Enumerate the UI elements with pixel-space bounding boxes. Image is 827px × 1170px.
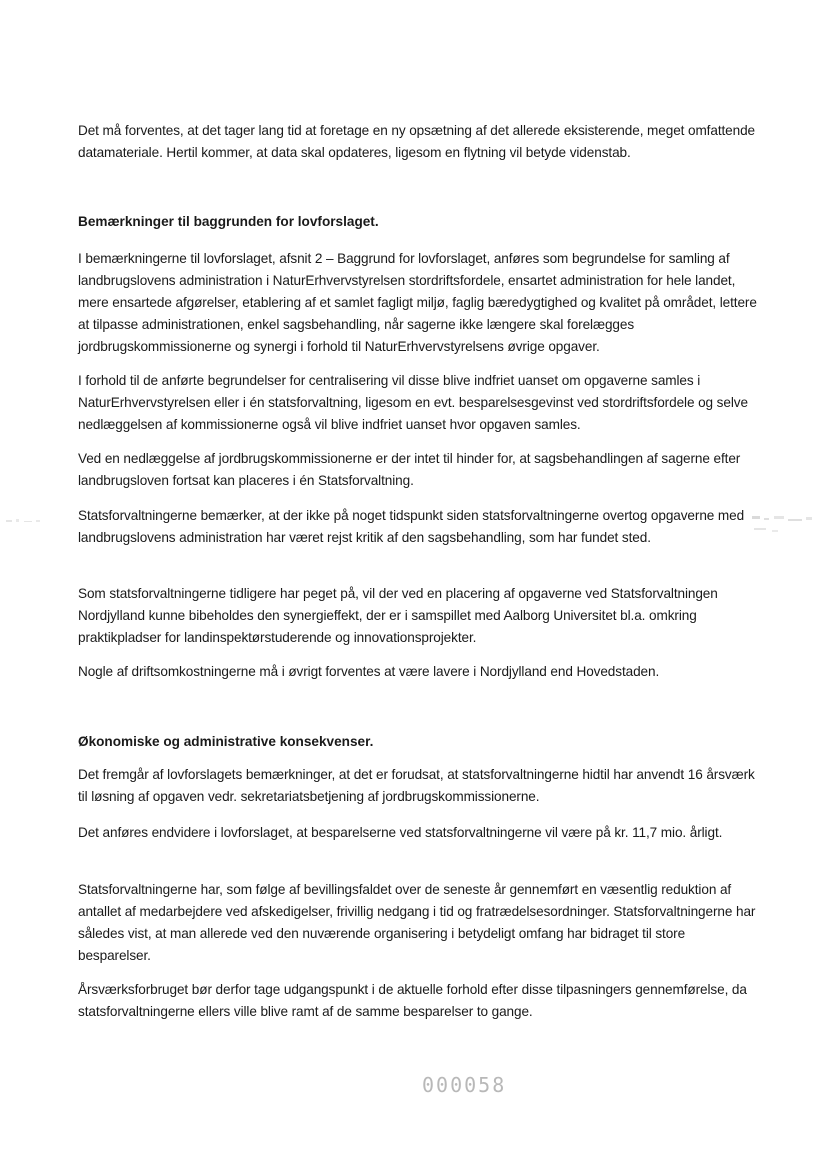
paragraph-aarsvaerksforbrug: Årsværksforbruget bør derfor tage udgangspunkt i de aktuelle forhold efter disse tilpasningers gennemførelse, da statsforvaltningerne ellers ville blive ramt af de samme besparelser to gange. <box>78 982 747 1019</box>
scan-artifact-right <box>748 510 818 540</box>
paragraph-besparelser: Det anføres endvidere i lovforslaget, at besparelserne ved statsforvaltningerne vil være på kr. 11,7 mio. årligt. <box>78 825 723 840</box>
heading-baggrund: Bemærkninger til baggrunden for lovforslaget. <box>78 214 379 229</box>
heading-konsekvenser: Økonomiske og administrative konsekvenser. <box>78 734 374 749</box>
paragraph-aarsvaerk: Det fremgår af lovforslagets bemærkninger, at det er forudsat, at statsforvaltningerne hidtil har anvendt 16 årsværk til løsning af opgaven vedr. sekretariatsbetjening af jordbrugskommissionerne. <box>78 767 755 804</box>
page-number-stamp: 000058 <box>422 1073 507 1097</box>
paragraph-bemaerkninger: I bemærkningerne til lovforslaget, afsnit 2 – Baggrund for lovforslaget, anføres som begrundelse for samling af landbrugslovens administration i NaturErhvervstyrelsen stordriftsfordele, ensartet administration for hele landet, mere ensartede afgørelser, etablering af et samlet fagligt miljø, faglig bæredygtighed og kvalitet på området, lettere at tilpasse administrationen, enkel sagsbehandling, når sagerne ikke længere skal forelægges jordbrugskommissionerne og synergi i forhold til NaturErhvervstyrelsens øvrige opgaver. <box>78 251 757 354</box>
paragraph-kritik: Statsforvaltningerne bemærker, at der ikke på noget tidspunkt siden statsforvaltningerne overtog opgaverne med landbrugslovens administration har været rejst kritik af den sagsbehandling, som har fundet sted. <box>78 508 745 545</box>
paragraph-nedlaeggelse: Ved en nedlæggelse af jordbrugskommissionerne er der intet til hinder for, at sagsbehandlingen af sagerne efter landbrugsloven fortsat kan placeres i én Statsforvaltning. <box>78 451 741 488</box>
paragraph-datamateriale: Det må forventes, at det tager lang tid at foretage en ny opsætning af det allerede eksisterende, meget omfattende datamateriale. Hertil kommer, at data skal opdateres, ligesom en flytning vil betyde videnstab. <box>78 123 756 160</box>
paragraph-driftsomkostninger: Nogle af driftsomkostningerne må i øvrigt forventes at være lavere i Nordjylland end Hovedstaden. <box>78 664 660 679</box>
paragraph-centralisering: I forhold til de anførte begrundelser for centralisering vil disse blive indfriet uanset om opgaverne samles i NaturErhvervstyrelsen eller i én statsforvaltning, ligesom en evt. besparelsesgevinst ved stordriftsfordele og selve nedlæggelsen af kommissionerne også vil blive indfriet uanset hvor opgaven samles. <box>78 373 748 432</box>
scan-artifact-left <box>4 516 44 526</box>
paragraph-synergi: Som statsforvaltningerne tidligere har peget på, vil der ved en placering af opgaverne ved Statsforvaltningen Nordjylland kunne bibeholdes den synergieffekt, der er i samspillet med Aalborg Universitet bl.a. omkring praktikpladser for landinspektørstuderende og innovationsprojekter. <box>78 586 718 645</box>
paragraph-bevillingsfald: Statsforvaltningerne har, som følge af bevillingsfaldet over de seneste år gennemført en væsentlig reduktion af antallet af medarbejdere ved afskedigelser, frivillig nedgang i tid og fratrædelsesordninger. Statsforvaltningerne har således vist, at man allerede ved den nuværende organisering i betydeligt omfang har bidraget til store besparelser. <box>78 882 756 963</box>
